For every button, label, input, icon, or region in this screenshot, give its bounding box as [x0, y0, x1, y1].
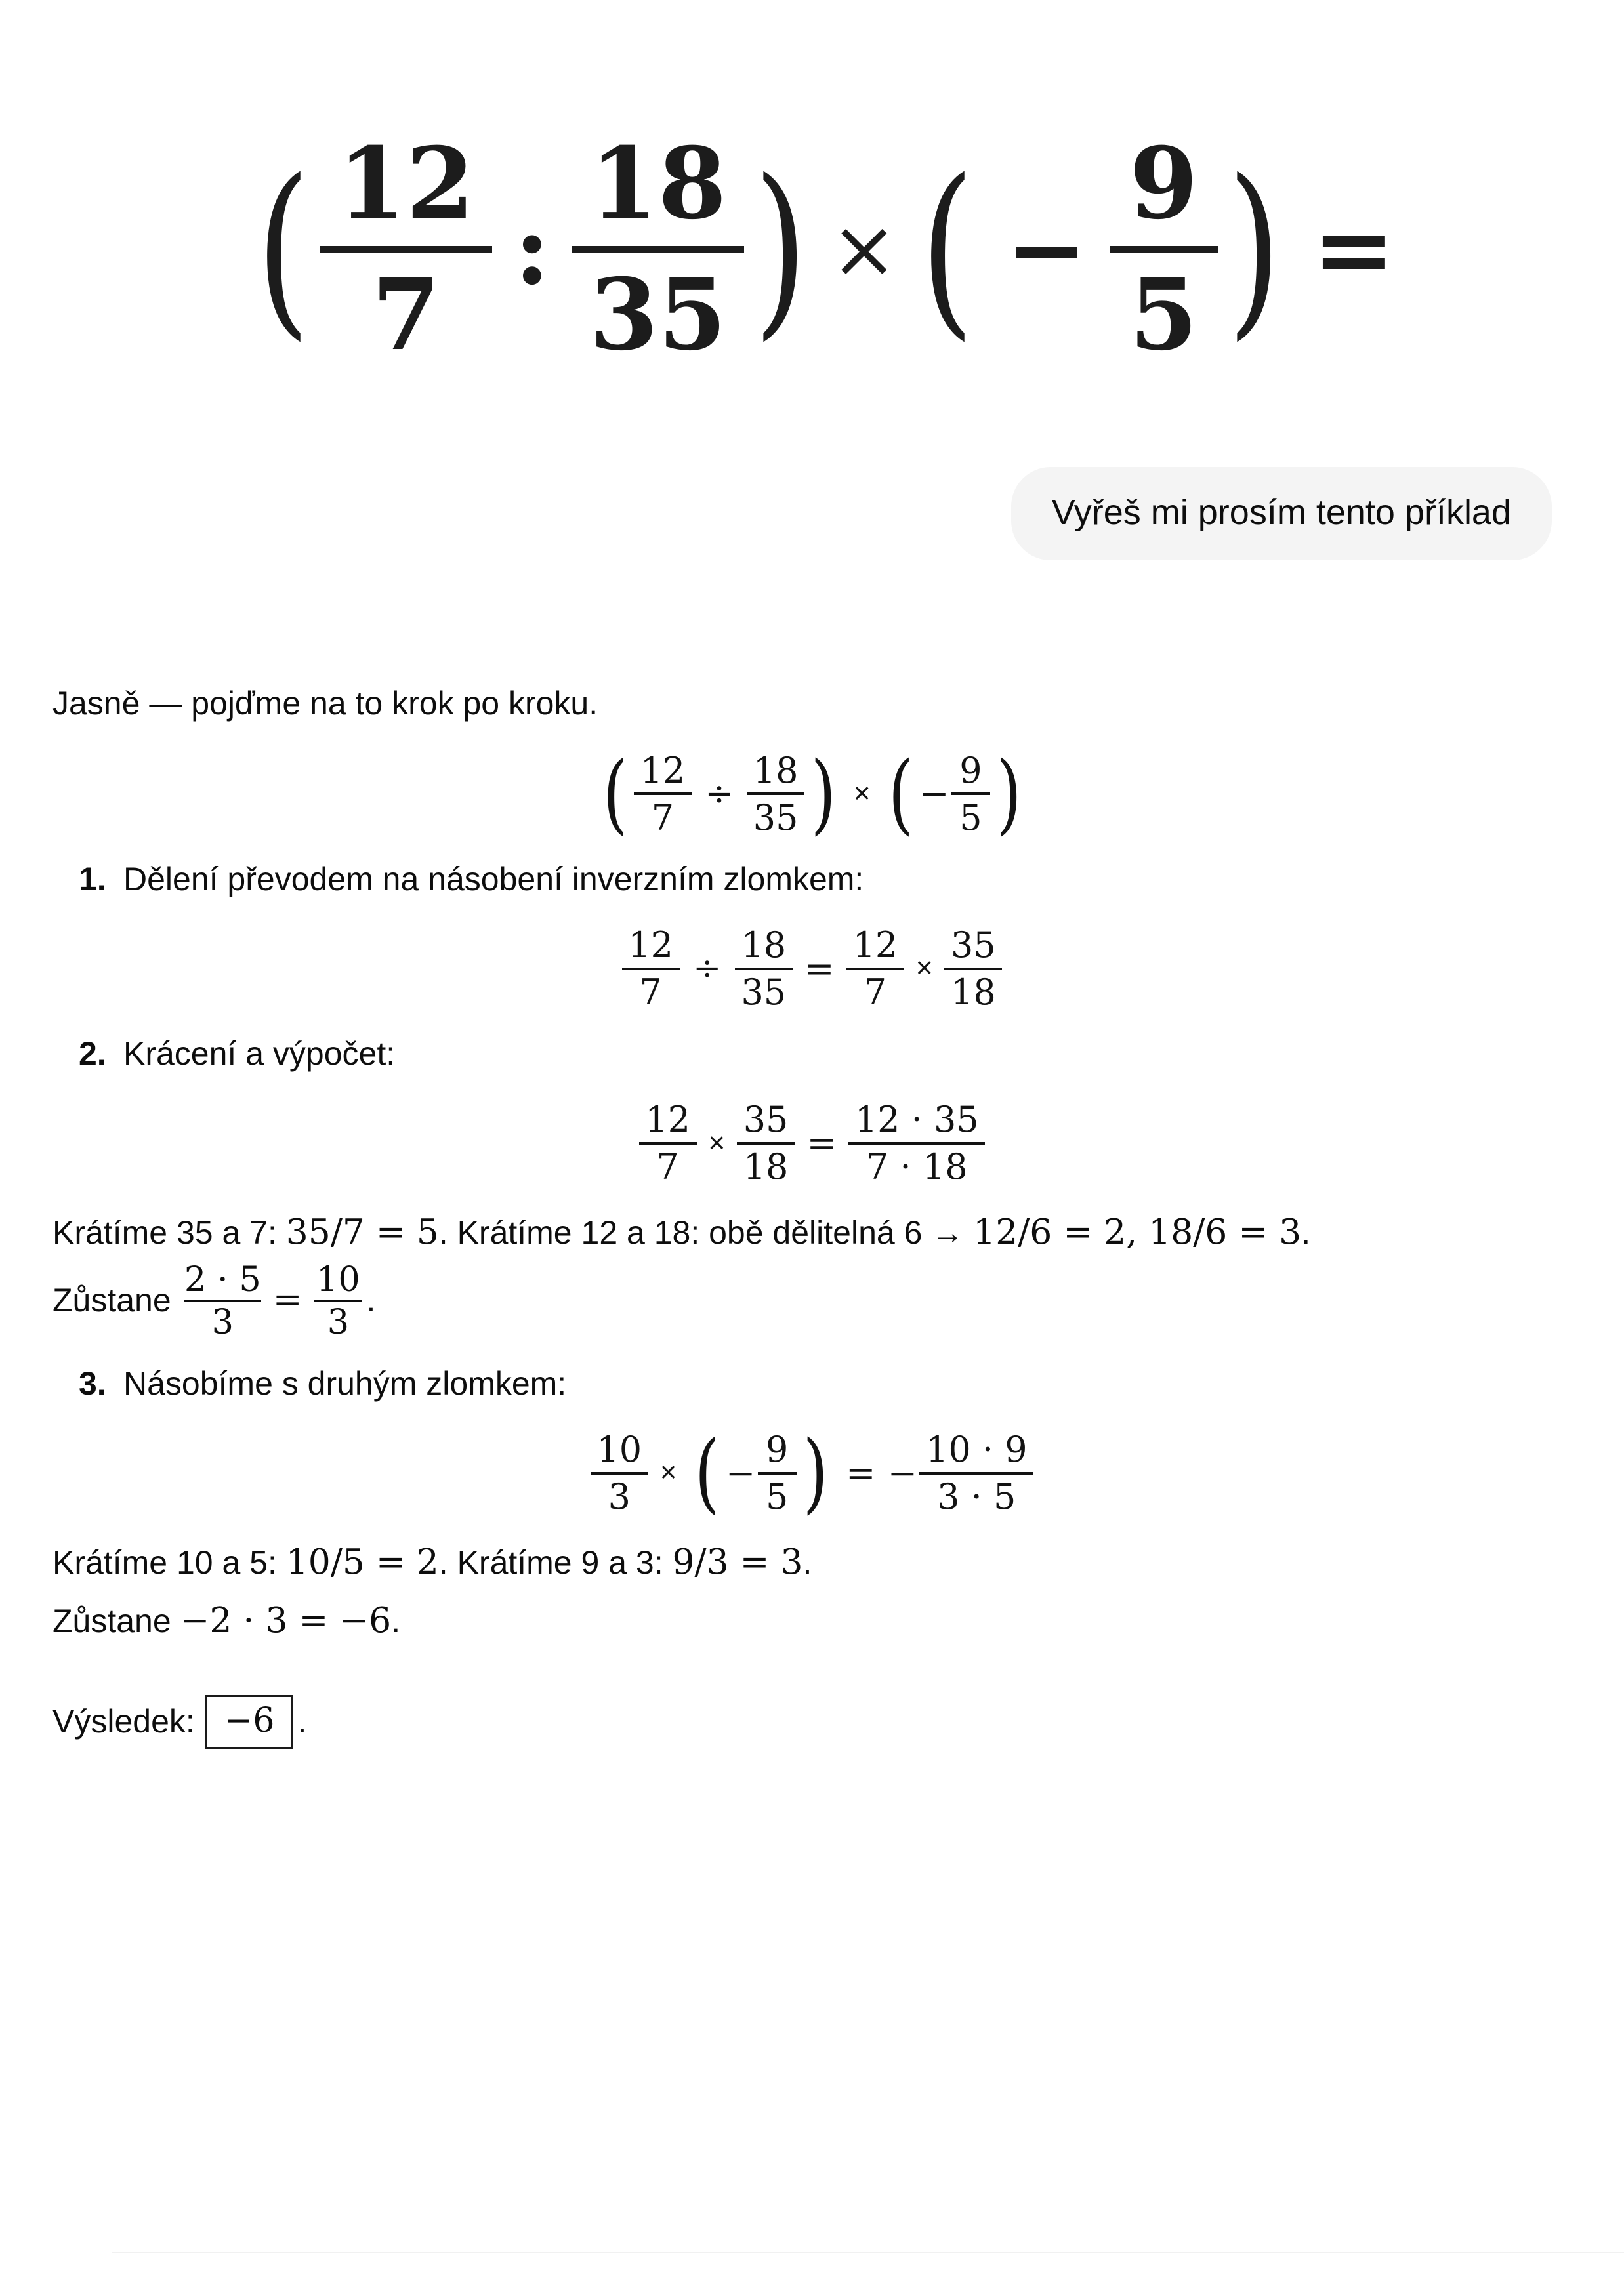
- minus-symbol: −: [919, 773, 949, 815]
- denominator: 5: [1129, 256, 1198, 373]
- fraction-bar: [634, 792, 692, 795]
- numerator: 18: [589, 125, 727, 241]
- denominator: 7 · 18: [865, 1146, 968, 1188]
- divide-symbol: :: [514, 192, 551, 307]
- denominator: 7: [639, 971, 662, 1013]
- fraction-12-7: [639, 1099, 697, 1188]
- denominator: 35: [753, 796, 799, 838]
- result-boxed-value: −6: [205, 1695, 294, 1749]
- note-text-part1: Krátíme 10 a 5:: [52, 1544, 286, 1582]
- steps-list-1: [52, 855, 1572, 904]
- numerator: 10: [316, 1260, 360, 1300]
- fraction-10-3: [314, 1261, 363, 1340]
- note-text-part1: Krátíme 35 a 7:: [52, 1214, 286, 1252]
- denominator: 3: [327, 1302, 350, 1342]
- zustane-suffix: .: [391, 1603, 401, 1640]
- fraction-10-3: [591, 1428, 648, 1517]
- numerator: 9: [766, 1428, 789, 1470]
- result-period: .: [297, 1703, 307, 1740]
- inline-math-12-6-18-6: 12/6 = 2, 18/6 = 3: [973, 1211, 1302, 1253]
- fraction-18-35: [735, 926, 793, 1011]
- denominator: 7: [371, 256, 441, 373]
- display-equation-2: [52, 1099, 1572, 1188]
- assistant-message: [0, 560, 1624, 1749]
- inline-math-10-5: 10/5 = 2: [285, 1541, 439, 1583]
- numerator: 18: [741, 924, 787, 966]
- fraction-bar: [572, 246, 745, 253]
- display-equation-0: [52, 743, 1572, 844]
- equals-symbol: =: [846, 1452, 876, 1494]
- numerator: 35: [951, 924, 996, 966]
- numerator: 35: [743, 1099, 789, 1141]
- display-equation-3: [52, 1422, 1572, 1523]
- numerator: 12: [645, 1099, 690, 1141]
- step-marker: 2.: [79, 1035, 106, 1073]
- fraction-bar: [1110, 246, 1218, 253]
- divide-symbol: ÷: [705, 773, 734, 813]
- fraction-bar: [848, 1142, 985, 1145]
- numerator: 12 · 35: [854, 1099, 979, 1141]
- equals-symbol: =: [806, 1122, 837, 1164]
- note-kraceni-2: [52, 1535, 1572, 1589]
- user-message-bubble[interactable]: Vyřeš mi prosím tento příklad: [1011, 467, 1552, 560]
- note-text-part3: .: [802, 1544, 812, 1582]
- fraction-2x5-3: [184, 1261, 261, 1340]
- equals-symbol: =: [1312, 192, 1395, 307]
- denominator: 7: [651, 796, 675, 838]
- minus-symbol: −: [1005, 192, 1088, 307]
- steps-list-2: [52, 1029, 1572, 1078]
- close-paren-icon: ): [753, 140, 808, 358]
- numerator: 12: [852, 924, 898, 966]
- fraction-12-7: [622, 926, 680, 1011]
- inline-math-minus2x3: −2 · 3 = −6: [180, 1599, 392, 1641]
- numerator: 2 · 5: [184, 1260, 261, 1300]
- fraction-35-18: [944, 926, 1002, 1011]
- step-marker: 1.: [79, 860, 106, 897]
- denominator: 35: [589, 256, 727, 373]
- fraction-bar: [846, 968, 904, 970]
- fraction-18-35: [747, 749, 804, 838]
- fraction-9-5: [951, 749, 990, 838]
- fraction-bar: [747, 792, 804, 795]
- denominator: 3: [608, 1475, 631, 1517]
- close-paren-icon: ): [996, 743, 1022, 844]
- step-item-1: [79, 855, 1572, 904]
- zustane-prefix: Zůstane: [52, 1282, 180, 1319]
- fraction-12-7: [320, 125, 492, 373]
- numerator: 10 · 9: [925, 1428, 1028, 1470]
- fraction-bar: [951, 792, 990, 795]
- minus-symbol: −: [887, 1452, 918, 1494]
- numerator: 12: [628, 924, 673, 966]
- denominator: 7: [656, 1146, 679, 1188]
- fraction-18-35: [572, 125, 745, 373]
- attached-image-math-problem[interactable]: [256, 46, 1395, 453]
- close-paren-icon: ): [802, 1422, 828, 1523]
- result-line: [52, 1695, 1572, 1749]
- multiply-symbol: ×: [853, 777, 871, 810]
- open-paren-icon: (: [602, 743, 628, 844]
- step-label: Násobíme s druhým zlomkem:: [123, 1364, 567, 1402]
- fraction-bar: [639, 1142, 697, 1145]
- fraction-product: [848, 1099, 985, 1188]
- intro-text: Jasně — pojďme na to krok po kroku.: [52, 685, 598, 722]
- open-paren-icon: (: [694, 1422, 720, 1523]
- denominator: 3: [211, 1302, 234, 1342]
- fraction-bar: [735, 968, 793, 970]
- fraction-12-7-b: [846, 926, 904, 1011]
- fraction-bar: [944, 968, 1002, 970]
- multiply-symbol: ×: [659, 1456, 677, 1489]
- close-paren-icon: ): [810, 743, 836, 844]
- step-marker: 3.: [79, 1364, 106, 1402]
- step-label: Dělení převodem na násobení inverzním zlomkem:: [123, 860, 864, 897]
- note-text-part3: .: [1301, 1214, 1311, 1252]
- steps-list-3: [52, 1359, 1572, 1408]
- denominator: 5: [959, 796, 982, 838]
- zustane-suffix: .: [366, 1282, 376, 1319]
- fraction-9-5: [758, 1428, 797, 1517]
- open-paren-icon: (: [888, 743, 913, 844]
- note-kraceni-1: [52, 1205, 1572, 1260]
- step-label: Krácení a výpočet:: [123, 1035, 396, 1073]
- fraction-9-5: [1110, 125, 1218, 373]
- display-equation-1: [52, 926, 1572, 1011]
- close-paren-icon: ): [1227, 140, 1281, 358]
- inline-math-9-3: 9/3 = 3: [672, 1541, 803, 1583]
- multiply-symbol: ×: [708, 1126, 726, 1159]
- numerator: 10: [596, 1428, 642, 1470]
- note-text-part2: . Krátíme 12 a 18: obě dělitelná 6 →: [438, 1214, 974, 1252]
- numerator: 9: [1129, 125, 1198, 241]
- result-label: Výsledek:: [52, 1703, 195, 1740]
- denominator: 7: [864, 971, 887, 1013]
- numerator: 9: [959, 749, 982, 791]
- fraction-bar: [737, 1142, 795, 1145]
- note-text-part2: . Krátíme 9 a 3:: [438, 1544, 673, 1582]
- fraction-bar: [622, 968, 680, 970]
- bottom-divider: [112, 2252, 1624, 2253]
- attachment-container: [0, 0, 1624, 453]
- zustane-prefix: Zůstane: [52, 1603, 180, 1640]
- denominator: 18: [951, 971, 996, 1013]
- step-item-2: [79, 1029, 1572, 1078]
- fraction-product: [919, 1428, 1033, 1517]
- denominator: 18: [743, 1146, 789, 1188]
- inline-math-35-7: 35/7 = 5: [285, 1211, 439, 1253]
- fraction-12-7: [634, 749, 692, 838]
- numerator: 18: [753, 749, 799, 791]
- divide-symbol: ÷: [693, 948, 722, 988]
- open-paren-icon: (: [920, 140, 974, 358]
- numerator: 12: [337, 125, 475, 241]
- user-message-row: [0, 453, 1624, 560]
- equals-symbol: =: [272, 1279, 302, 1321]
- fraction-bar: [320, 246, 492, 253]
- denominator: 5: [766, 1475, 789, 1517]
- multiply-symbol: ×: [830, 202, 898, 297]
- fraction-35-18: [737, 1099, 795, 1188]
- denominator: 35: [741, 971, 787, 1013]
- numerator: 12: [640, 749, 686, 791]
- open-paren-icon: (: [256, 140, 311, 358]
- multiply-symbol: ×: [915, 952, 933, 985]
- step-item-3: [79, 1359, 1572, 1408]
- fraction-bar: [919, 1472, 1033, 1475]
- fraction-bar: [758, 1472, 797, 1475]
- denominator: 3 · 5: [937, 1475, 1016, 1517]
- note-zustane-2: [52, 1593, 1572, 1648]
- photo-expression: [247, 125, 1416, 373]
- equals-symbol: =: [804, 947, 835, 989]
- note-zustane-1: [52, 1260, 1572, 1342]
- minus-symbol: −: [726, 1452, 756, 1494]
- fraction-bar: [591, 1472, 648, 1475]
